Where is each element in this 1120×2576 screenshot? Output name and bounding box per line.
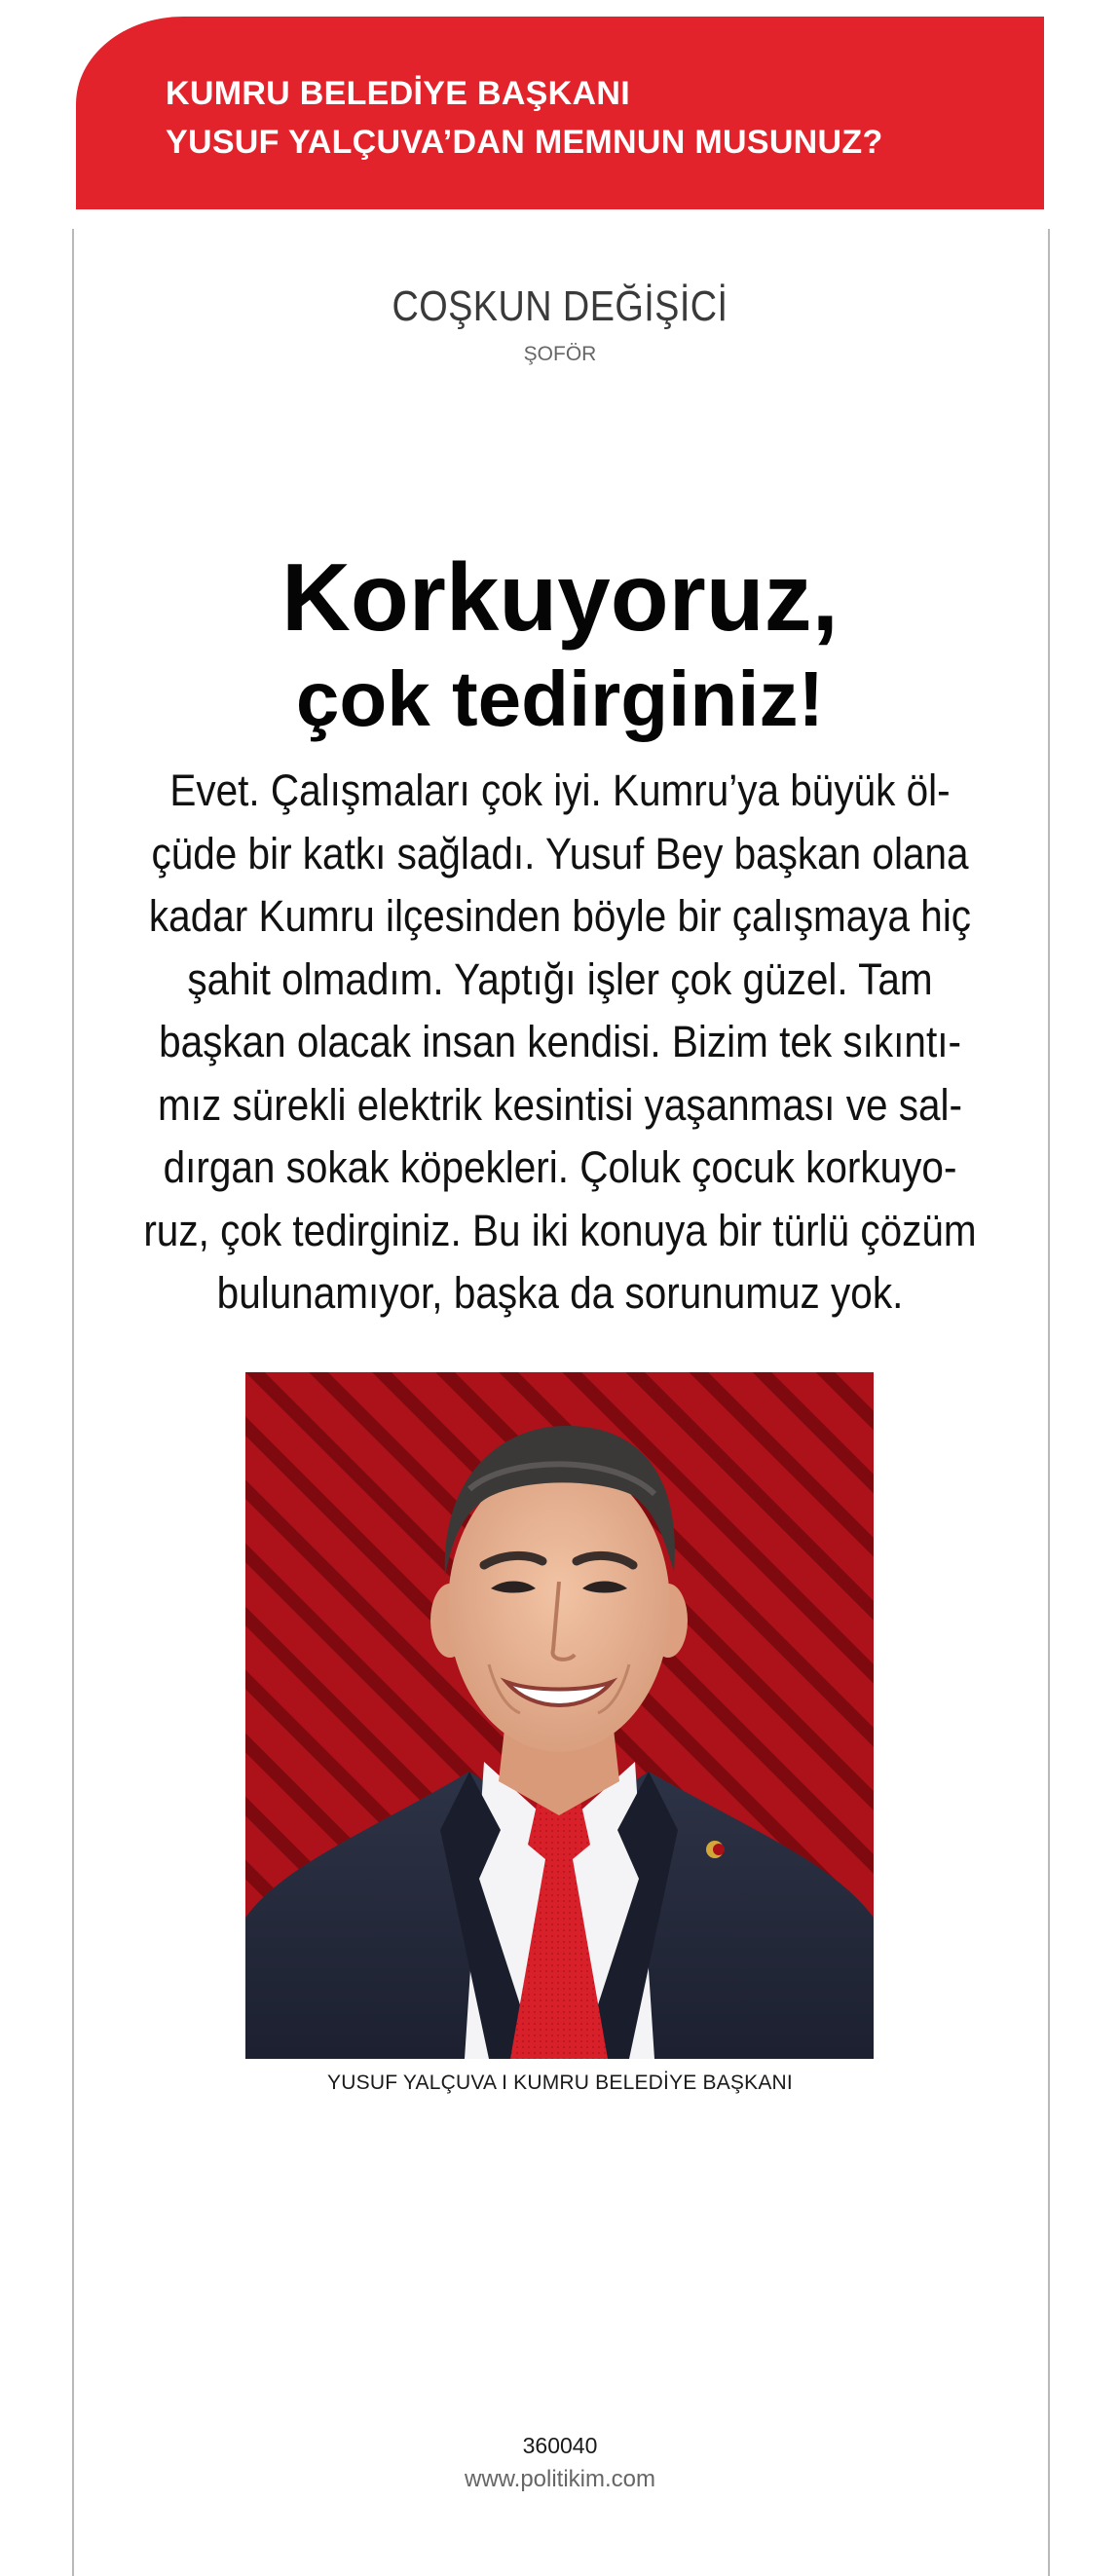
face <box>448 1460 670 1752</box>
interviewee-occupation: ŞOFÖR <box>523 343 597 365</box>
article-body-line: çüde bir katkı sağladı. Yusuf Bey başkan olana <box>151 828 969 878</box>
article-body-line: dırgan sokak köpekleri. Çoluk çocuk korkuyo- <box>163 1142 957 1192</box>
article-body-line: mız sürekli elektrik kesintisi yaşanması ve sal- <box>157 1079 962 1130</box>
article-body-line: ruz, çok tedirginiz. Bu iki konuya bir türlü çözüm <box>143 1205 977 1255</box>
article-body-line: kadar Kumru ilçesinden böyle bir çalışmaya hiç <box>148 891 972 941</box>
photo-caption: YUSUF YALÇUVA I KUMRU BELEDİYE BAŞKANI <box>327 2072 793 2094</box>
article-body-line: başkan olacak insan kendisi. Bizim tek sıkıntı- <box>159 1017 961 1066</box>
headline-line-2: çok tedirginiz! <box>295 655 825 742</box>
headline-line-1: Korkuyoruz, <box>281 543 839 651</box>
mayor-portrait-photo <box>245 1372 874 2059</box>
article-body-line: Evet. Çalışmaları çok iyi. Kumru’ya büyük öl- <box>169 765 951 815</box>
footer-code: 360040 <box>522 2433 598 2458</box>
interviewee-name: COŞKUN DEĞİŞİCİ <box>392 282 728 330</box>
article-body-line: bulunamıyor, başka da sorunumuz yok. <box>216 1268 904 1318</box>
article-body-line: şahit olmadım. Yaptığı işler çok güzel. Tam <box>187 953 933 1004</box>
article-body <box>88 760 1032 1325</box>
footer-website-link[interactable]: www.politikim.com <box>464 2466 656 2492</box>
header-banner <box>76 17 1044 209</box>
header-title-line-2: YUSUF YALÇUVA’DAN MEMNUN MUSUNUZ? <box>166 124 883 161</box>
portrait-illustration <box>245 1372 874 2059</box>
header-title-line-1: KUMRU BELEDİYE BAŞKANI <box>166 75 630 112</box>
